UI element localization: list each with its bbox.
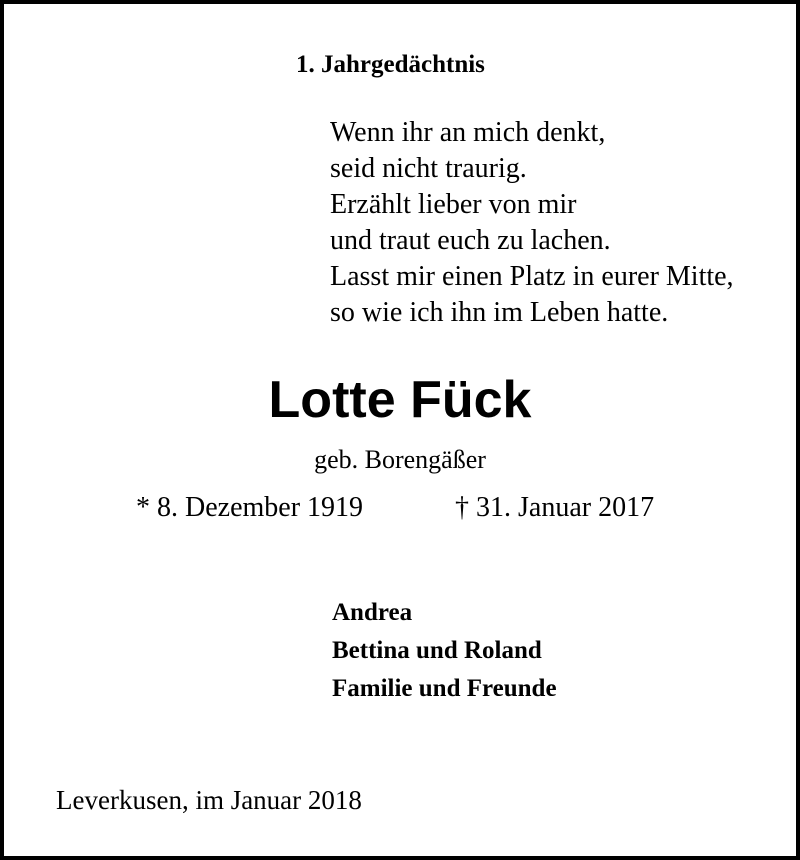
mourner: Andrea (332, 599, 413, 626)
death-date: † 31. Januar 2017 (455, 492, 655, 523)
poem-line: Wenn ihr an mich denkt, (330, 117, 606, 148)
place-and-date: Leverkusen, im Januar 2018 (56, 785, 362, 815)
mourner: Bettina und Roland (332, 637, 542, 664)
mourner: Familie und Freunde (332, 675, 557, 702)
memorial-headline: 1. Jahrgedächtnis (296, 51, 485, 78)
poem-line: und traut euch zu lachen. (330, 225, 611, 256)
deceased-name: Lotte Fück (268, 371, 532, 429)
poem-line: so wie ich ihn im Leben hatte. (330, 297, 669, 328)
poem (330, 115, 734, 331)
poem-line: Erzählt lieber von mir (330, 189, 577, 220)
poem-line: Lasst mir einen Platz in eurer Mitte, (330, 261, 734, 292)
birth-date: * 8. Dezember 1919 (136, 492, 364, 523)
mourners-list (332, 594, 557, 708)
poem-line: seid nicht traurig. (330, 153, 527, 184)
birth-name: geb. Borengäßer (314, 445, 486, 474)
